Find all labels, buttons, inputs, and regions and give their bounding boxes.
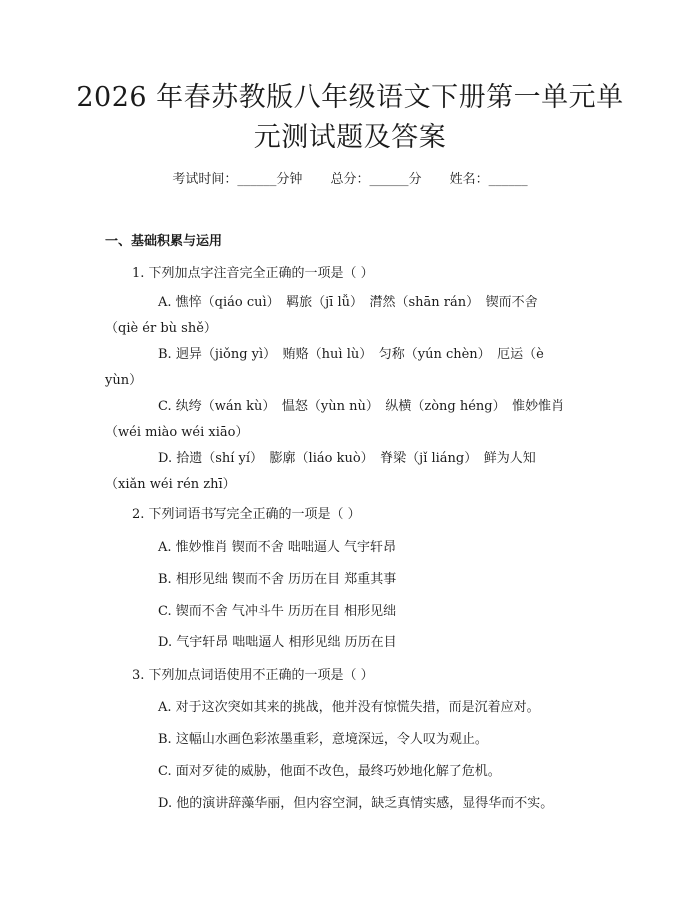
section-heading: 一、基础积累与运用 <box>105 234 223 249</box>
option-line-wrap: （xiǎn wéi rén zhī） <box>105 477 236 492</box>
option-line-wrap: （qiè ér bù shě） <box>105 321 217 336</box>
option-line-wrap: yùn） <box>105 373 143 388</box>
option-line: C. 纨绔（wán kù） 愠怒（yùn nù） 纵横（zòng héng） 惟妙惟肖 <box>158 399 565 414</box>
exam-meta <box>0 168 700 187</box>
question-3-option-b: B. 这幅山水画色彩浓墨重彩，意境深远，令人叹为观止。 <box>158 732 488 747</box>
exam-score: 总分：______分 <box>330 172 422 187</box>
question-2-option-b: B. 相形见绌 锲而不舍 历历在目 郑重其事 <box>158 572 397 587</box>
option-line-wrap: （wéi miào wéi xiāo） <box>105 425 249 440</box>
option-line: A. 憔悴（qiáo cuì） 羁旅（jī lǚ） 潸然（shān rán） 锲而不舍 <box>158 295 538 310</box>
question-3-option-a: A. 对于这次突如其来的挑战，他并没有惊慌失措，而是沉着应对。 <box>158 700 540 715</box>
question-3-stem: 3. 下列加点词语使用不正确的一项是（ ） <box>132 668 374 683</box>
exam-name: 姓名：______ <box>449 172 528 187</box>
question-1-option-c <box>105 394 605 446</box>
question-1-stem: 1. 下列加点字注音完全正确的一项是（ ） <box>132 266 374 281</box>
page-title <box>0 78 700 158</box>
question-2-stem: 2. 下列词语书写完全正确的一项是（ ） <box>132 507 361 522</box>
question-1-option-b <box>105 342 605 394</box>
exam-time: 考试时间：______分钟 <box>172 172 303 187</box>
question-1-option-d <box>105 446 605 498</box>
question-3-option-d: D. 他的演讲辞藻华丽，但内容空洞，缺乏真情实感，显得华而不实。 <box>158 796 554 811</box>
question-2-option-d: D. 气宇轩昂 咄咄逼人 相形见绌 历历在目 <box>158 635 397 650</box>
option-line: D. 拾遗（shí yí） 膨廓（liáo kuò） 脊梁（jǐ liáng） 鲜为人知 <box>158 451 536 466</box>
title-line-1: 2026 年春苏教版八年级语文下册第一单元单 <box>76 82 624 113</box>
option-line: B. 迥异（jiǒng yì） 贿赂（huì lù） 匀称（yún chèn） 厄运（è <box>158 347 544 362</box>
question-1-option-a <box>105 290 605 342</box>
question-2-option-c: C. 锲而不舍 气冲斗牛 历历在目 相形见绌 <box>158 604 397 619</box>
question-3-option-c: C. 面对歹徒的威胁，他面不改色，最终巧妙地化解了危机。 <box>158 764 501 779</box>
question-2-option-a: A. 惟妙惟肖 锲而不舍 咄咄逼人 气宇轩昂 <box>158 540 397 555</box>
title-line-2: 元测试题及答案 <box>253 122 447 153</box>
